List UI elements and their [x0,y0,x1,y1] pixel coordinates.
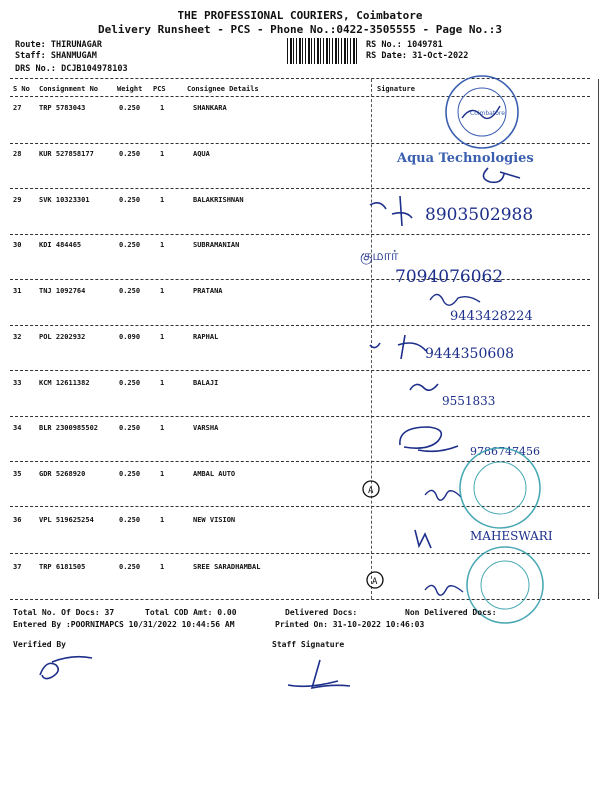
pcs-cell: 1 [160,196,165,204]
sno-cell: 32 [13,333,22,341]
consignment-cell: GDR 5268920 [39,470,86,478]
signature-35 [425,490,461,500]
non-delivered-docs: Non Delivered Docs: [405,608,497,617]
staff-value: SHANMUGAM [50,51,97,61]
signature-28 [483,168,520,182]
sno-cell: 28 [13,150,22,158]
consignment-cell: TNJ 1092764 [39,287,86,295]
signature-29 [370,196,412,226]
consignment-cell: SVK 10323301 [39,196,90,204]
pcs-cell: 1 [160,104,165,112]
consignee-cell: AMBAL AUTO [193,470,236,478]
consignee-cell: RAPHAL [193,333,219,341]
signature-34 [400,427,458,451]
weight-cell: 0.250 [119,563,141,571]
sno-cell: 27 [13,104,22,112]
col-header-sno: S No [13,85,30,93]
rs-no-value: 1049781 [406,40,443,50]
signature-36 [415,530,431,548]
consignee-cell: NEW VISION [193,516,236,524]
consignment-cell: KUR 527858177 [39,150,94,158]
sno-cell: 34 [13,424,22,432]
verified-signature [40,657,92,679]
consignment-cell: POL 2202932 [39,333,86,341]
consignee-cell: BALAJI [193,379,219,387]
pcs-cell: 1 [160,379,165,387]
weight-cell: 0.250 [119,104,141,112]
weight-cell: 0.090 [119,333,141,341]
sno-cell: 31 [13,287,22,295]
staff-signature-label: Staff Signature [272,640,345,649]
col-header-pcs: PCS [153,85,166,93]
route-label: Route: [15,40,46,50]
consignment-cell: VPL 519625254 [39,516,94,524]
company-stamp-icon [446,76,518,148]
weight-cell: 0.250 [119,516,141,524]
route-value: THIRUNAGAR [50,40,103,50]
pcs-cell: 1 [160,563,165,571]
sno-cell: 30 [13,241,22,249]
signature-37 [425,585,463,595]
pcs-cell: 1 [160,516,165,524]
consignee-cell: VARSHA [193,424,219,432]
phone-31b: 9443428224 [450,309,533,324]
signature-32 [370,335,426,359]
sno-cell: 35 [13,470,22,478]
delivered-docs: Delivered Docs: [285,608,358,617]
staff-label: Staff: [15,51,46,61]
document-title: THE PROFESSIONAL COURIERS, Coimbatore [177,9,423,22]
pcs-cell: 1 [160,333,165,341]
aqua-stamp: Aqua Technologies [397,151,534,166]
svg-text:Coimbatore: Coimbatore [470,110,505,117]
weight-cell: 0.250 [119,379,141,387]
automobiles-stamp-icon [460,448,540,528]
col-header-signature: Signature [377,85,415,93]
verified-by-label: Verified By [13,640,66,649]
consignment-cell: TRP 5783043 [39,104,86,112]
weight-cell: 0.250 [119,196,141,204]
total-docs: Total No. Of Docs: 37 [13,608,115,617]
name-36: MAHESWARI [470,529,553,543]
phone-29: 8903502988 [425,205,534,225]
pcs-cell: 1 [160,470,165,478]
consignee-cell: SUBRAMANIAN [193,241,240,249]
drs-label: DRS No.: [15,64,56,74]
entered-by: Entered By :POORNIMAPCS 10/31/2022 10:44:56 AM [13,620,235,629]
consignee-cell: AQUA [193,150,210,158]
printed-on: Printed On: 31-10-2022 10:46:03 [275,620,425,629]
col-header-consignment: Consignment No [39,85,99,93]
rs-no-label: RS No.: [366,40,402,50]
phone-33: 9551833 [442,394,496,408]
phone-32: 9444350608 [425,346,515,362]
circle-mark-letter: A [368,486,374,496]
consignment-cell: KDI 484465 [39,241,82,249]
circle-mark-letter: A [372,577,378,587]
rs-date-value: 31-Oct-2022 [412,51,469,61]
consignee-cell: SREE SARADHAMBAL [193,563,261,571]
total-cod: Total COD Amt: 0.00 [145,608,237,617]
signature-31 [430,294,480,305]
staff-signature-mark [288,660,350,688]
consignment-cell: KCM 12611382 [39,379,90,387]
sno-cell: 29 [13,196,22,204]
consignee-cell: PRATANA [193,287,223,295]
consignment-cell: BLR 2300985502 [39,424,99,432]
weight-cell: 0.250 [119,470,141,478]
phone-31a: 7094076062 [395,267,504,287]
drs-value: DCJB104978103 [61,64,128,74]
phone-34: 9786747456 [470,445,540,458]
pcs-cell: 1 [160,424,165,432]
tamil-signature-30: குமார் [360,248,399,264]
sno-cell: 36 [13,516,22,524]
col-header-consignee: Consignee Details [187,85,259,93]
sno-cell: 33 [13,379,22,387]
weight-cell: 0.250 [119,150,141,158]
consignment-cell: TRP 6181505 [39,563,86,571]
weight-cell: 0.250 [119,424,141,432]
consignee-cell: SHANKARA [193,104,227,112]
pcs-cell: 1 [160,150,165,158]
weight-cell: 0.250 [119,241,141,249]
signature-33 [410,384,438,390]
col-header-weight: Weight [117,85,143,93]
pcs-cell: 1 [160,287,165,295]
pcs-cell: 1 [160,241,165,249]
sno-cell: 37 [13,563,22,571]
rs-date-label: RS Date: [366,51,407,61]
consignee-cell: BALAKRISHNAN [193,196,244,204]
weight-cell: 0.250 [119,287,141,295]
document-subtitle: Delivery Runsheet - PCS - Phone No.:0422-3505555 - Page No.:3 [98,23,502,36]
